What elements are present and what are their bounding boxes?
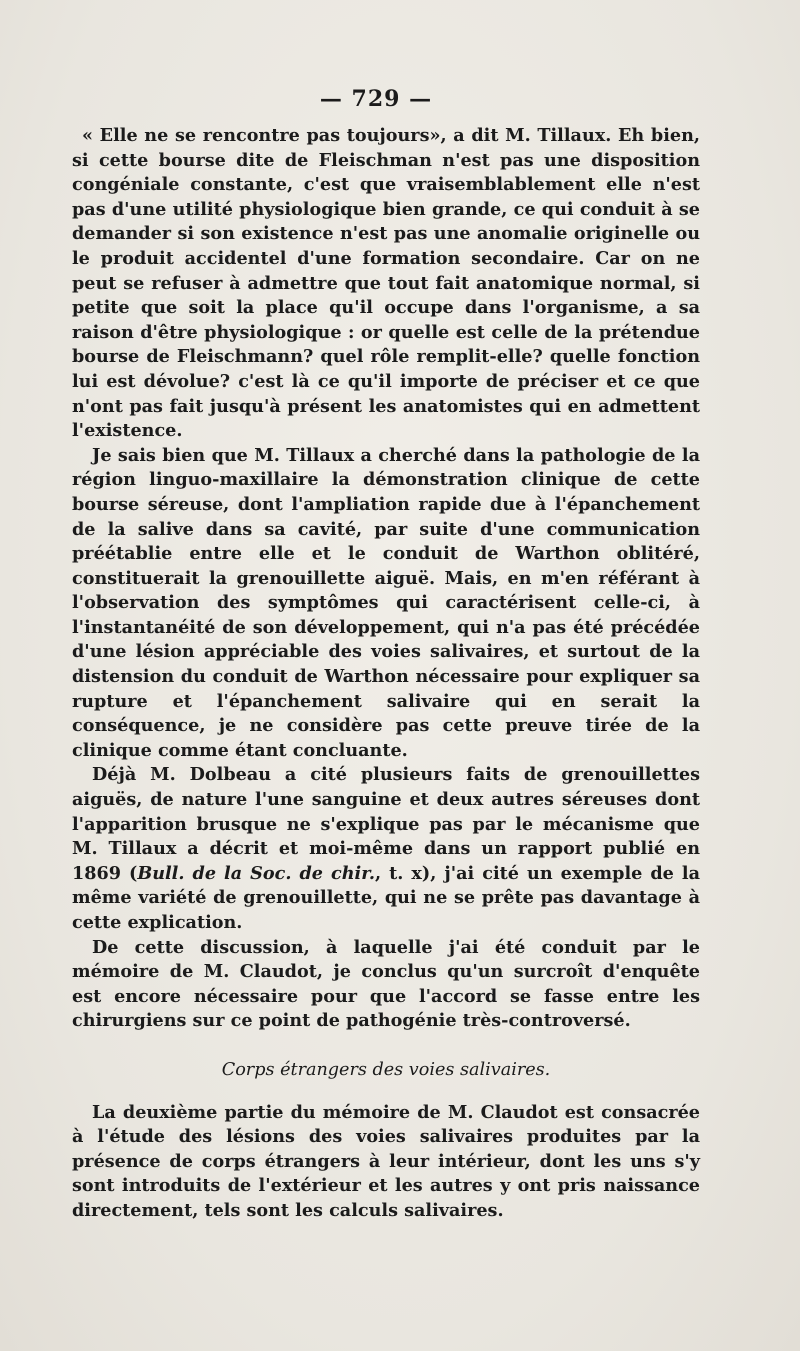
- paragraph-1: « Elle ne se rencontre pas toujours», a dit M. Tillaux. Eh bien, si cette bourse dite de Fleischman n'est pas une disposition congéniale constante, c'est que vraisemblablement elle n'est pas d'une utilité physiologique bien grande, ce qui conduit à se demander si son existence n'est pas une anomalie originelle ou le produit accidentel d'une formation secondaire. Car on ne peut se refuser à admettre que tout fait anatomique normal, si petite que soit la place qu'il occupe dans l'organisme, a sa raison d'être physiologique : or quelle est celle de la prétendue bourse de Fleischmann? quel rôle remplit-elle? quelle fonction lui est dévolue? c'est là ce qu'il importe de préciser et ce que n'ont pas fait jusqu'à présent les anatomistes qui en admettent l'existence.: [72, 125, 700, 442]
- paragraph-2: Je sais bien que M. Tillaux a cherché dans la pathologie de la région linguo-maxillaire la démonstration clinique de cette bourse séreuse, dont l'ampliation rapide due à l'épanchement de la salive dans sa cavité, par suite d'une communication préétablie entre elle et le conduit de Warthon oblitéré, constituerait la grenouillette aiguë. Mais, en m'en référant à l'observation des symptômes qui caractérisent celle-ci, à l'instantanéité de son développement, qui n'a pas été précédée d'une lésion appréciable des voies salivaires, et surtout de la distension du conduit de Warthon nécessaire pour expliquer sa rupture et l'épanchement salivaire qui en serait la conséquence, je ne considère pas cette preuve tirée de la clinique comme étant concluante.: [72, 444, 700, 761]
- page-number: — 729 —: [319, 86, 433, 112]
- paragraph-3-text-before: Déjà M. Dolbeau a cité plusieurs faits de grenouillettes aiguës, de nature l'une sanguine et deux autres séreuses dont l'apparition brusque ne s'explique pas par le mécanisme que M. Tillaux a décrit et moi-même dans un rapport publié en 1869 (: [72, 764, 700, 884]
- paragraph-3-text-after: , t. x), j'ai cité un exemple de la même variété de grenouillette, qui ne se prête pas davantage à cette explication.: [72, 862, 700, 933]
- paragraph-3: [72, 763, 700, 935]
- bibliographic-reference: Bull. de la Soc. de chir.: [137, 862, 375, 884]
- document-page: [72, 86, 700, 1224]
- section-title: Corps étrangers des voies salivaires.: [221, 1059, 551, 1080]
- section-paragraph: La deuxième partie du mémoire de M. Claudot est consacrée à l'étude des lésions des voies salivaires produites par la présence de corps étrangers à leur intérieur, dont les uns s'y sont introduits de l'extérieur et les autres y ont pris naissance directement, tels sont les calculs salivaires.: [72, 1101, 700, 1221]
- paragraph-4: De cette discussion, à laquelle j'ai été conduit par le mémoire de M. Claudot, je conclus qu'un surcroît d'enquête est encore nécessaire pour que l'accord se fasse entre les chirurgiens sur ce point de pathogénie très-controversé.: [72, 936, 700, 1032]
